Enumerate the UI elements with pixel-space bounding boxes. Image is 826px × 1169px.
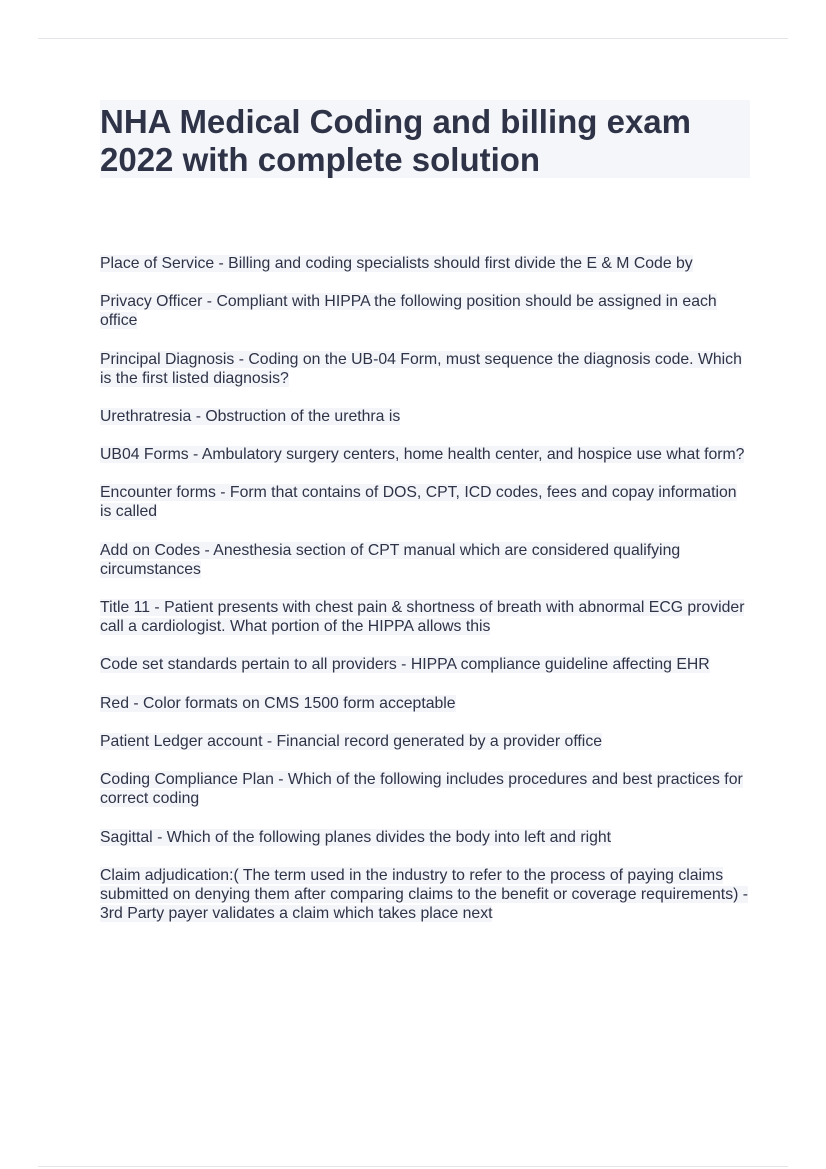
qa-entry: Add on Codes - Anesthesia section of CPT manual which are considered qualifying circumstances xyxy=(100,541,681,578)
qa-entry: UB04 Forms - Ambulatory surgery centers, home health center, and hospice use what form? xyxy=(100,446,745,464)
document-title: NHA Medical Coding and billing exam 2022 with complete solution xyxy=(100,103,692,178)
qa-entry: Coding Compliance Plan - Which of the following includes procedures and best practices for correct coding xyxy=(100,771,743,808)
qa-entry: Place of Service - Billing and coding specialists should first divide the E & M Code by xyxy=(100,255,693,272)
qa-entry: Claim adjudication:( The term used in the industry to refer to the process of paying claims submitted on denying them after comparing claims to the benefit or coverage requirements) - 3rd Party payer validates a claim which takes place next xyxy=(100,866,748,922)
qa-entry: Principal Diagnosis - Coding on the UB-04 Form, must sequence the diagnosis code. Which is the first listed diagnosis? xyxy=(100,350,742,387)
bottom-divider xyxy=(38,1166,788,1167)
qa-entry: Red - Color formats on CMS 1500 form acceptable xyxy=(100,694,456,712)
qa-entry: Patient Ledger account - Financial record generated by a provider office xyxy=(100,732,602,750)
qa-entry: Encounter forms - Form that contains of DOS, CPT, ICD codes, fees and copay information is called xyxy=(100,484,737,521)
qa-list xyxy=(100,254,752,942)
title-block xyxy=(100,100,750,178)
qa-entry: Sagittal - Which of the following planes divides the body into left and right xyxy=(100,828,612,846)
qa-entry: Title 11 - Patient presents with chest pain & shortness of breath with abnormal ECG provider call a cardiologist. What portion of the HIPPA allows this xyxy=(100,599,745,636)
qa-entry: Privacy Officer - Compliant with HIPPA the following position should be assigned in each office xyxy=(100,293,717,330)
top-divider xyxy=(38,38,788,39)
qa-entry: Urethratresia - Obstruction of the urethra is xyxy=(100,407,401,425)
qa-entry: Code set standards pertain to all providers - HIPPA compliance guideline affecting EHR xyxy=(100,656,710,674)
